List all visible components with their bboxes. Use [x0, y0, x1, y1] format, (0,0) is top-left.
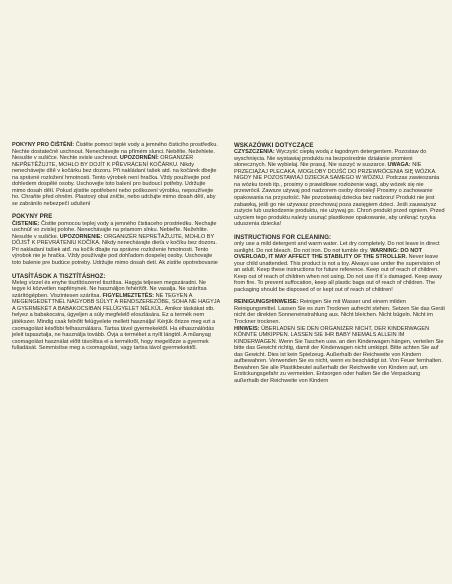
bold-text: ČISTENIE:: [12, 220, 41, 227]
bold-text: UPOZORNENIE:: [59, 233, 104, 240]
bold-text: REINIGUNGSHINWEISE:: [234, 299, 300, 306]
body-text: Wyczyść ciepłą wodą z łagodnym detergentem. Pozostaw do wyschnięcia. Nie wystawiaj produktu na bezpośrednie działanie promieni słonecznych. Nie wybielaj. Nie prasuj. Nie suszyć w suszarce.: [234, 149, 427, 169]
body-text: Podczas zawieszania na wózku toreb itp., prosimy o prawidłowe rozłożenie wagi, aby wózek się nie przewrócił. Zawsze używaj pod nadzorem osoby dorosłej! Prosimy o zachowanie opakowania na przyszłość. Nie pozostawiaj dziecka bez nadzoru! Produkt nie jest zabawką, jeśli go nie używasz przechowuj poza zasięgiem dzieci. Jeśli zauważysz zużycie lub uszkodzenie produktu, nie używaj go. Chroń produkt przed ogniem. Przed użyciem tego produktu należy usunąć plastikowe opakowanie, aby uniknąć ryzyka uduszenia dziecka!: [234, 175, 445, 228]
left-section-2: [12, 273, 220, 352]
right-section-0: [234, 142, 446, 228]
section-paragraph: [12, 280, 220, 352]
bold-text: WARNING:: [370, 247, 401, 254]
bold-text: UPOZORNĚNÍ:: [119, 155, 161, 162]
bold-text: FIGYELMEZTETÉS:: [102, 292, 156, 299]
left-column: [12, 142, 220, 358]
body-text: Nikdy nenechávajte dieťa v kočíku bez dozoru. Pri nakladaní tašiek atď. na kočík dbajte na správne rozloženie hmotnosti. Tento výrobok nie je hračka. Vždy používajte pod dohľadom dospelej osoby. Uschovajte toto balenie pre budúce potreby. Udržujte mimo dosah detí. Ak zistíte opotrebovanie: [12, 240, 218, 266]
section-heading: POKYNY PRE: [12, 213, 53, 221]
body-text: Čistěte pomocí teplé vody a jemného čisticího prostředku. Nechte dostatečně uschnout. Nenechávejte na přímém slunci. Nebělte. Nežehlete. Nesušte v sušičce. Nechte svisle uschnout.: [12, 142, 218, 162]
right-section-2: [234, 299, 446, 384]
body-text: ÜBERLADEN SIE DEN ORGANIZER NICHT, DER KINDERWAGEN KÖNNTE UMKIPPEN. LASSEN SIE IHR BABY NIEMALS ALLEIN IM KINDERWAGEN.: [234, 325, 430, 345]
section-heading: WSKAZÓWKI DOTYCZĄCE: [234, 142, 314, 149]
body-text: Čistite pomocou teplej vody a jemného čistiaceho prostriedku. Nechajte uschnúť vo zvislej polohe. Nenechávajte na priamom slnku. Nebieľte. Nežehlite. Nesušte v sušičke.: [12, 220, 217, 240]
section-paragraph: [12, 221, 220, 267]
section-heading: INSTRUCTIONS FOR CLEANING:: [234, 233, 332, 241]
body-text: ORGANIZÉR NEPŘETĚŽUJTE, MOHLO BY DOJÍT K PŘEVRÁCENÍ KOČÁRKU.: [12, 155, 194, 168]
body-text: ORGANIZÉR NEPREŤAŽUJTE, MOHLO BY DÔJSŤ K PREVRÁTENIU KOČÍKA.: [12, 233, 215, 247]
body-text: Wenn Sie Taschen usw. an den Kinderwagen hängen, verteilen Sie bitte das Gewicht richtig, damit der Kinderwagen nicht umkippt. Bitte achten Sie auf das Gewicht. Dies ist kein Spielzeug. Außerhalb der Reichweite von Kindern aufbewahren. Verwenden Sie es nicht, wenn es beschädigt ist. Von Feuer fernhalten. Bewahren Sie alle Plastikbeutel außerhalb der Reichweite von Kindern auf, um Erstickungsgefahr zu vermeiden. Entsorgen oder halten Sie die Verpackung außerhalb der Reichweite von Kindern: [234, 338, 444, 384]
bold-text: DO NOT OVERLOAD, IT MAY AFFECT THE STABILITY OF THE STROLLER.: [234, 247, 422, 261]
body-text: NIE PRZECIĄŻAJ PLECAKA, MOGŁOBY DOJŚĆ DO PRZEWRÓCENIA SIĘ WÓZKA. NIGDY NIE POZOSTAWIAJ DZIECKA SAMEGO W WÓZKU.: [234, 162, 437, 182]
body-text: Never leave your child unattended. This product is not a toy. Always use under the supervision of an adult. Keep these instructions for future reference. Keep out of reach of children. Keep out of reach of children when not using. Do not use if it´s damaged. Keep away from fire. To prevent suffocation, keep all plastic bags out of reach of children. The packaging should be disposed of or kept out of reach of children!: [234, 254, 443, 293]
section-paragraph: [234, 299, 446, 325]
right-section-1: [234, 234, 446, 294]
body-text: Nikdy nenechávejte dítě v kočárku bez dozoru. Při nakládaní tašek atd. na kočárek dbejte na správné rozložení hmotnosti. Tento výrobek není hračka. Vždy používejte pod dohledem dospělé osoby. Uschovejte toto balení pro budoucí potřeby. Udržujte mimo dosah dětí. Pokud zjistíte opotřebení nebo poškození výrobku, nepoužívejte ho. Chraňte před ohněm. Plastový obal zničte, nebo udržujte mimo dosah dětí, aby se zabránilo nebezpečí udušení: [12, 161, 217, 207]
section-paragraph: [12, 142, 220, 207]
body-text: Meleg vízzel és enyhe tisztítószerrel tisztítsa. Hagyja teljesen megszáradni. Ne tegye ki közvetlen napfénynek. Ne használjon fehérítőt. Ne vasalja. Ne szárítsa szárítógépben. Viszintesen szárítsa.: [12, 279, 207, 299]
section-paragraph: [234, 241, 446, 293]
bold-text: HINWEIS:: [234, 325, 262, 332]
section-heading: UTASÍTÁSOK A TISZTÍTÁSHOZ:: [12, 272, 106, 280]
body-text: Amikor táskákat stb. helyez a babakocsira, ügyeljen a súly megfelelő eloszlására. Ez a termék nem játékszer. Mindig csak felnőtt felügyelete mellett használja! Kérjük őrizze meg ezt a csomagolást későbbi felhasználásra. Tartsa távol gyermekektől. Ha elhasználódás jeleit tapasztalja, ne használja tovább. Óvja a terméket a nyílt lángtól. A műanyag csomagolást használat előtt távolítsa el a termékről, hogy megelőzze a gyermek fulladását. Semmisítse meg a csomagolást, vagy tartsa távol gyermekektől.: [12, 305, 216, 352]
body-text: only use a mild detergent and warm water. Let dry completely. Do not leave in direct sunlight. Do not bleach. Do not iron. Do not tumble dry.: [234, 240, 440, 254]
left-section-1: [12, 213, 220, 266]
section-paragraph: [234, 149, 446, 228]
section-paragraph: [234, 326, 446, 385]
body-text: Reinigen Sie mit Wasser und einem milden Reinigungsmittel. Lassen Sie es zum Trocknen aufrecht stehen. Setzen Sie das Gerät nicht der direkten Sonneneinstrahlung aus. Nicht bleichen. Nicht bügeln. Nicht im Trockner trocknen.: [234, 299, 445, 325]
body-text: NE TEGYEN A MEGENGEDETTNÉL NAGYOBB SÚLYT A RENDSZEREZŐBE, SOHA NE HAGYJA A GYERMEKÉT A BABAKOCSIBAN FELÜGYELET NÉLKÜL.: [12, 292, 220, 312]
bold-text: CZYSZCZENIA:: [234, 149, 277, 156]
bold-text: POKYNY PRO ČIŠTĚNÍ:: [12, 142, 76, 148]
right-column: [234, 142, 446, 390]
left-section-0: [12, 142, 220, 207]
bold-text: UWAGA:: [387, 162, 413, 169]
